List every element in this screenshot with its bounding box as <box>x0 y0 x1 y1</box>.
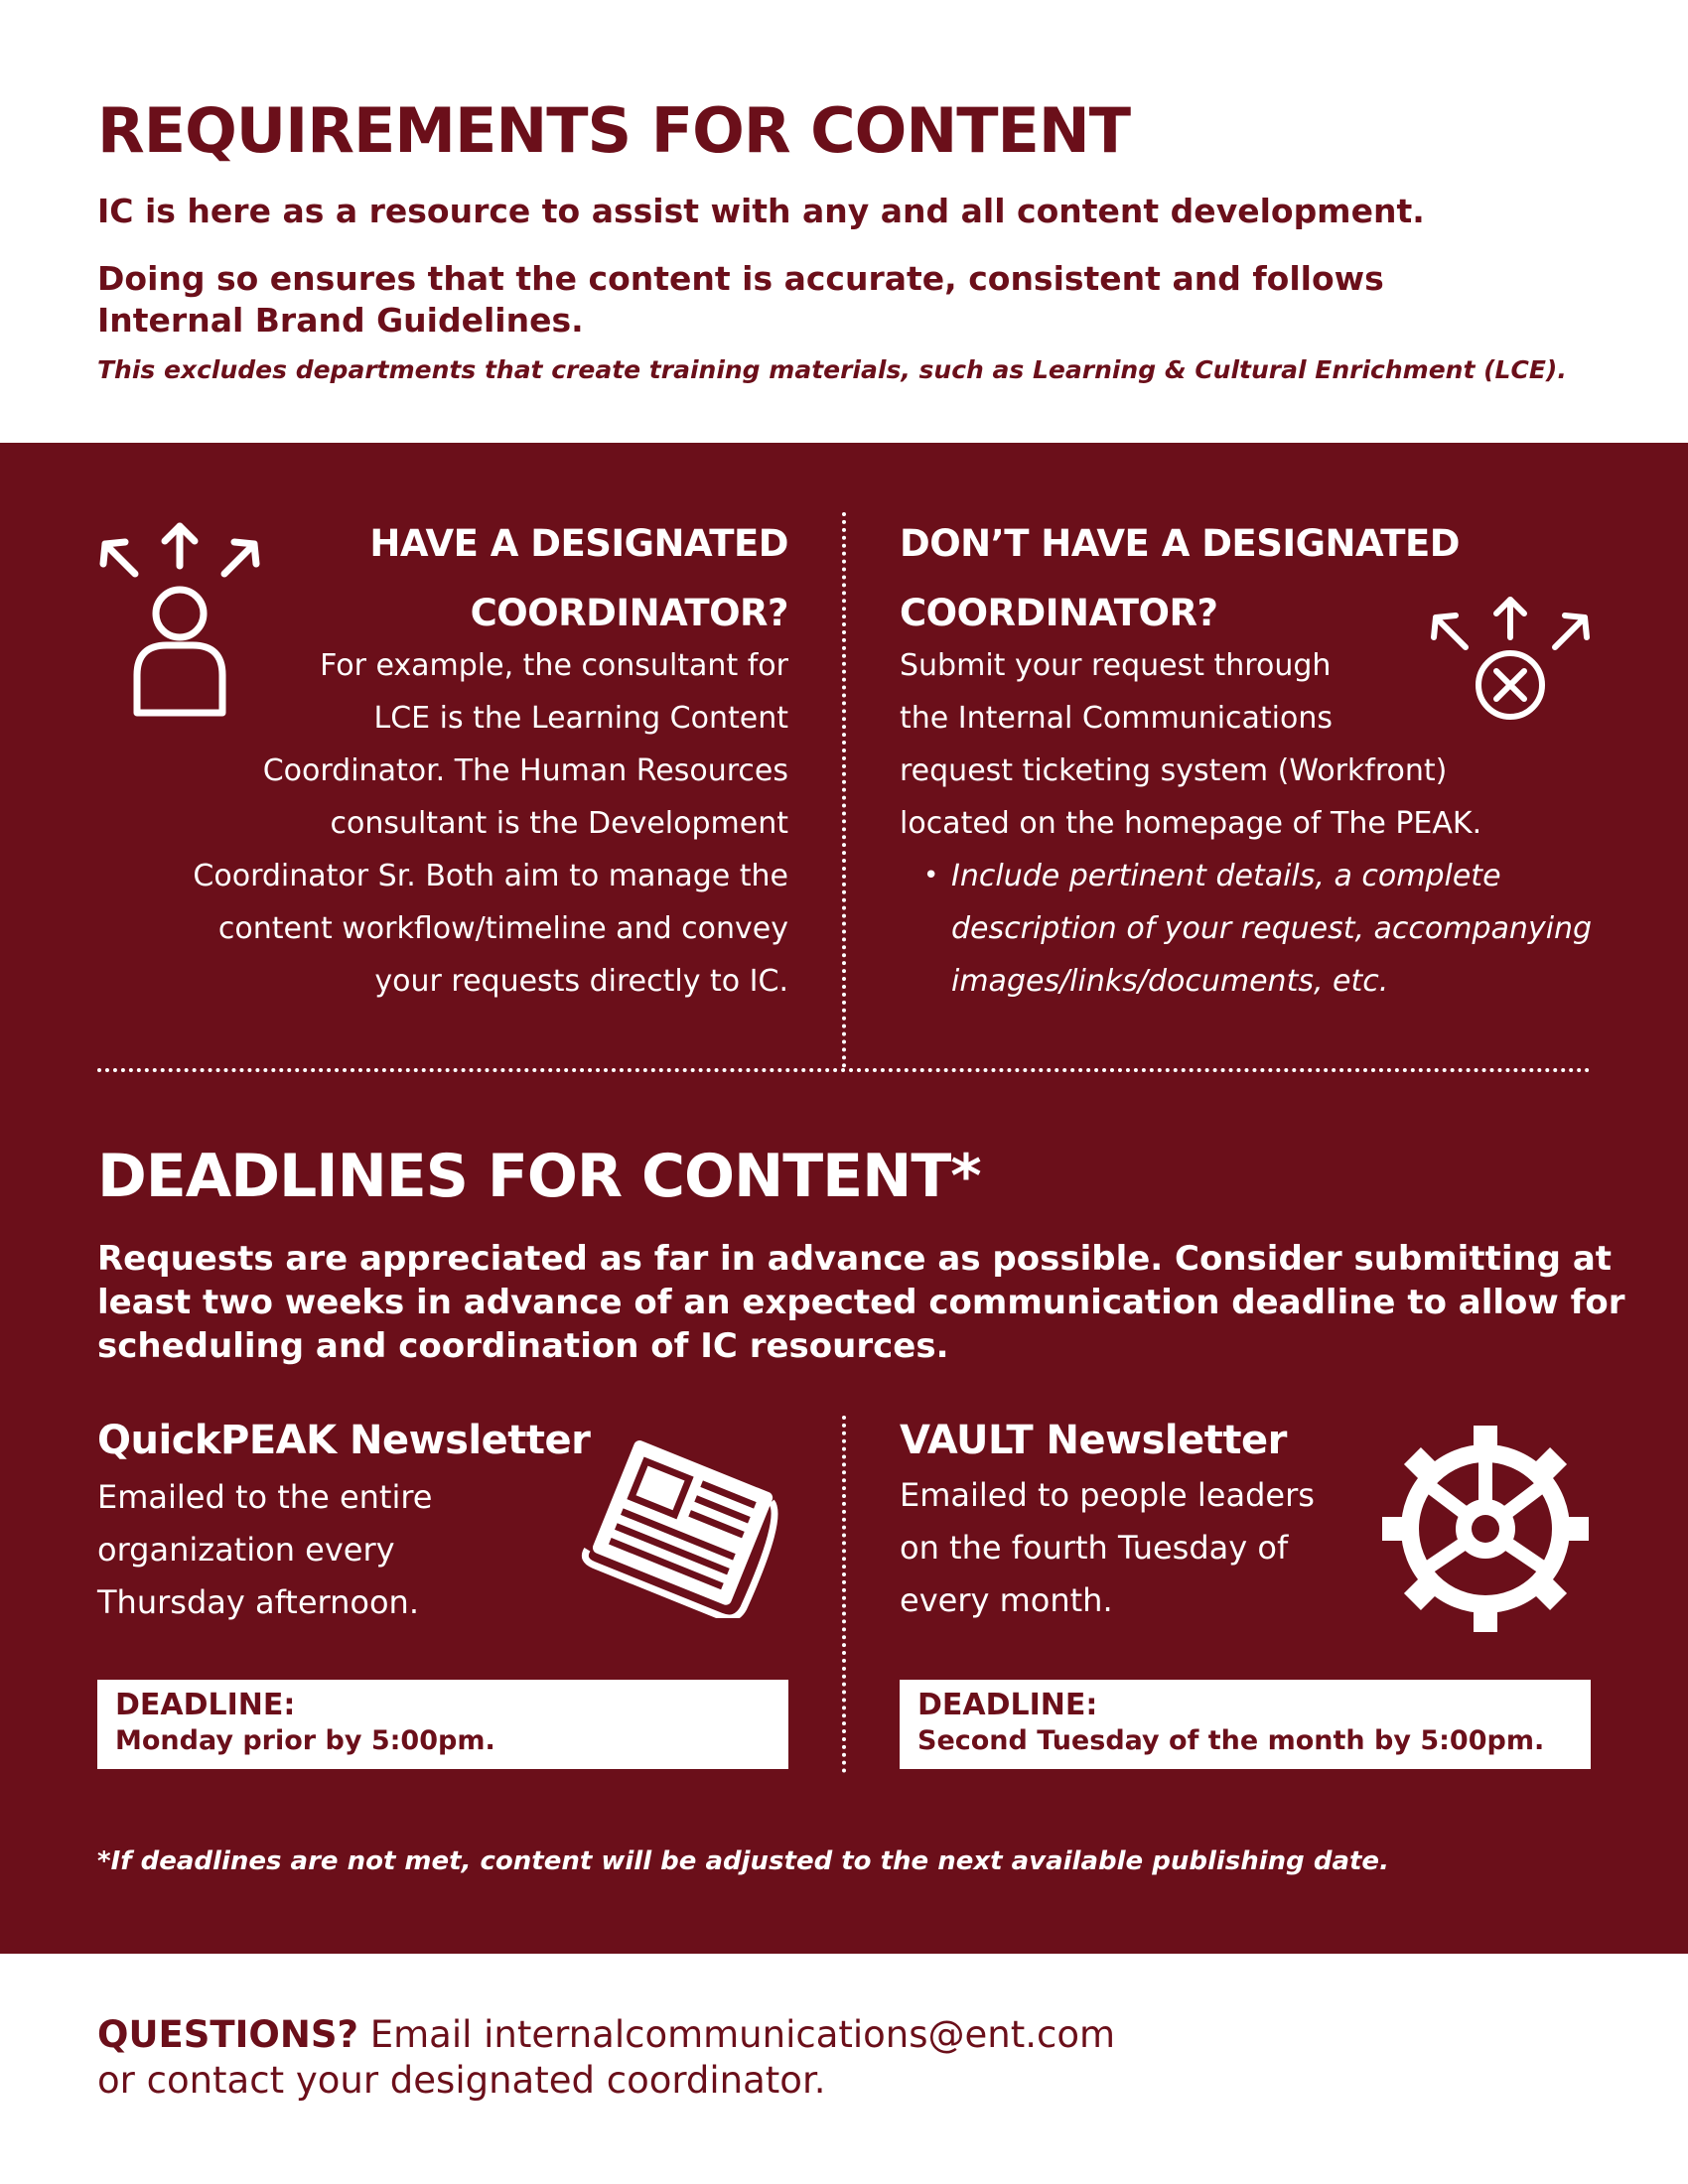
body-line: Submit your request through <box>900 648 1332 683</box>
intro-line: Requests are appreciated as far in advance as possible. Consider submitting at <box>97 1239 1613 1279</box>
body-line: the Internal Communications <box>900 701 1334 736</box>
body-line: Thursday afternoon. <box>97 1583 419 1621</box>
intro-line: least two weeks in advance of an expected communication deadline to allow for <box>97 1283 1625 1322</box>
bullet-line: description of your request, accompanying <box>951 911 1593 946</box>
deadlines-title: DEADLINES FOR CONTENT* <box>97 1142 981 1211</box>
column-divider <box>842 512 846 1068</box>
body-line: organization every <box>97 1531 395 1569</box>
have-coordinator-body <box>193 639 788 1008</box>
deadline-label: DEADLINE: <box>917 1688 1098 1722</box>
content-panel <box>0 443 1688 1954</box>
deadline-label: DEADLINE: <box>115 1688 296 1722</box>
vault-title: VAULT Newsletter <box>900 1418 1287 1463</box>
body-line: every month. <box>900 1581 1113 1619</box>
vault-body <box>900 1469 1315 1627</box>
body-line: Coordinator Sr. Both aim to manage the <box>193 859 788 893</box>
quickpeak-deadline-box <box>97 1680 788 1769</box>
no-coordinator-heading-line2: COORDINATOR? <box>900 592 1218 634</box>
deadlines-footnote: *If deadlines are not met, content will be adjusted to the next available publishing date. <box>97 1846 1389 1876</box>
body-line: on the fourth Tuesday of <box>900 1529 1289 1567</box>
deadline-text: Monday prior by 5:00pm. <box>115 1725 495 1756</box>
questions-line1 <box>97 2011 1115 2059</box>
quickpeak-title: QuickPEAK Newsletter <box>97 1418 591 1463</box>
no-coordinator-heading-line1: DON’T HAVE A DESIGNATED <box>900 522 1460 565</box>
quickpeak-body <box>97 1471 432 1629</box>
no-coordinator-body <box>900 639 1481 850</box>
newspaper-icon <box>574 1439 784 1618</box>
body-line: Emailed to the entire <box>97 1478 433 1516</box>
deadlines-intro <box>97 1237 1625 1368</box>
body-line: For example, the consultant for <box>320 648 788 683</box>
questions-email-text[interactable]: Email internalcommunications@ent.com <box>357 2013 1116 2056</box>
deadline-text: Second Tuesday of the month by 5:00pm. <box>917 1725 1545 1756</box>
body-line: consultant is the Development <box>330 806 788 841</box>
bullet-line: Include pertinent details, a complete <box>951 859 1501 893</box>
body-line: located on the homepage of The PEAK. <box>900 806 1482 841</box>
page-title: REQUIREMENTS FOR CONTENT <box>97 94 1131 167</box>
intro-text-2-line2: Internal Brand Guidelines. <box>97 301 584 340</box>
questions-line2: or contact your designated coordinator. <box>97 2059 826 2102</box>
bullet-line: images/links/documents, etc. <box>951 964 1389 999</box>
section-divider <box>97 1068 1591 1072</box>
bullet-mark: • <box>923 861 939 890</box>
body-line: your requests directly to IC. <box>374 964 788 999</box>
vault-deadline-box <box>900 1680 1591 1769</box>
vault-gear-icon <box>1378 1422 1593 1636</box>
have-coordinator-heading-line2: COORDINATOR? <box>470 592 788 634</box>
column-divider <box>842 1416 846 1773</box>
body-line: content workflow/timeline and convey <box>217 911 788 946</box>
have-coordinator-heading-line1: HAVE A DESIGNATED <box>369 522 788 565</box>
intro-note: This excludes departments that create training materials, such as Learning & Cultural Enrichment (LCE). <box>97 355 1567 384</box>
intro-text-2-line1: Doing so ensures that the content is accurate, consistent and follows <box>97 259 1384 298</box>
body-line: request ticketing system (Workfront) <box>900 753 1448 788</box>
intro-line: scheduling and coordination of IC resources. <box>97 1326 949 1366</box>
bullet-item <box>923 850 1592 1008</box>
body-line: LCE is the Learning Content <box>373 701 788 736</box>
intro-text-1: IC is here as a resource to assist with any and all content development. <box>97 192 1425 230</box>
body-line: Coordinator. The Human Resources <box>262 753 788 788</box>
questions-label: QUESTIONS? <box>97 2013 358 2056</box>
body-line: Emailed to people leaders <box>900 1476 1315 1514</box>
